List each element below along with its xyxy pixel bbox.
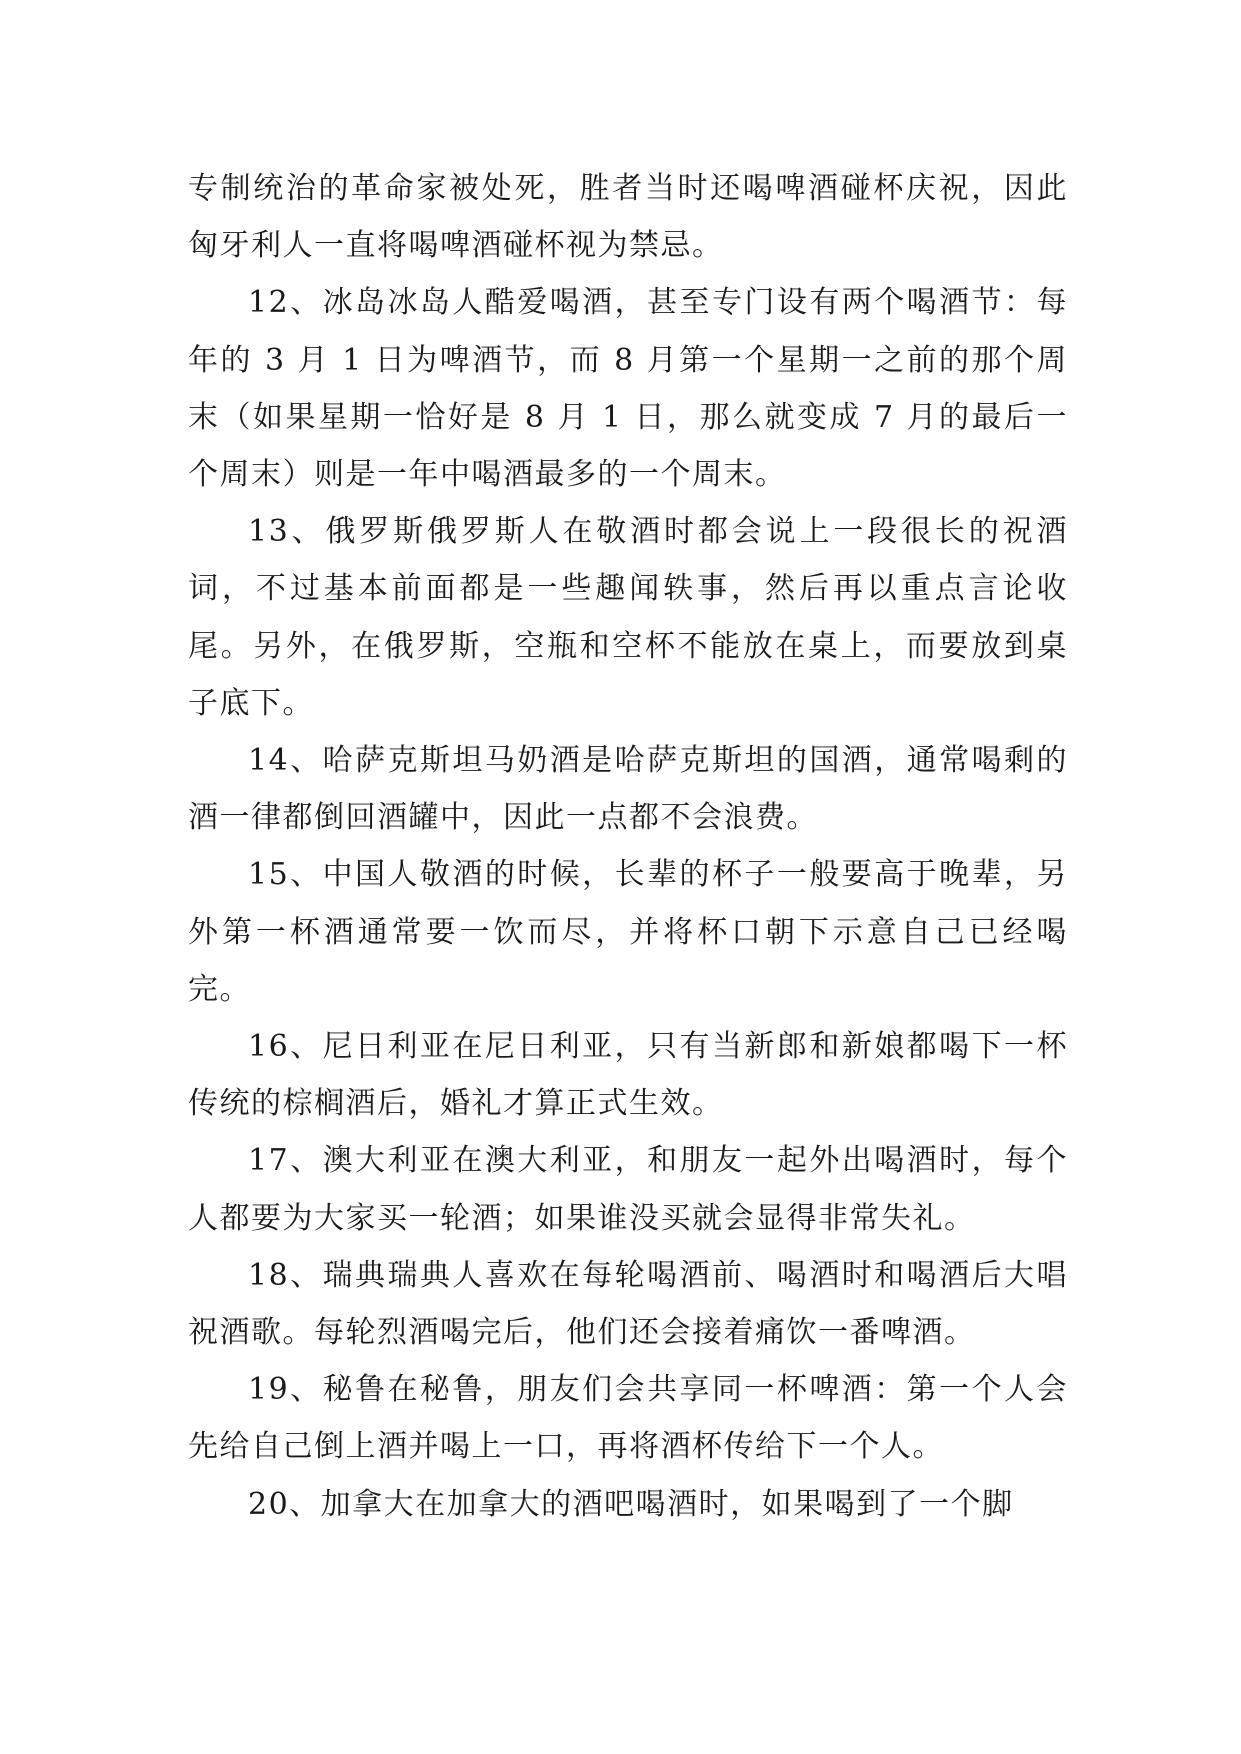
paragraph-item-13: 13、俄罗斯俄罗斯人在敬酒时都会说上一段很长的祝酒词，不过基本前面都是一些趣闻轶事，然后再以重点言论收尾。另外，在俄罗斯，空瓶和空杯不能放在桌上，而要放到桌子底下。 bbox=[188, 514, 1068, 721]
paragraph-continuation: 专制统治的革命家被处死，胜者当时还喝啤酒碰杯庆祝，因此匈牙利人一直将喝啤酒碰杯视为禁忌。 bbox=[188, 171, 1068, 264]
paragraph-item-19: 19、秘鲁在秘鲁，朋友们会共享同一杯啤酒：第一个人会先给自己倒上酒并喝上一口，再将酒杯传给下一个人。 bbox=[188, 1372, 1068, 1465]
document-body bbox=[188, 160, 1068, 1533]
paragraph-item-12: 12、冰岛冰岛人酷爱喝酒，甚至专门设有两个喝酒节：每年的 3 月 1 日为啤酒节，而 8 月第一个星期一之前的那个周末（如果星期一恰好是 8 月 1 日，那么就变成 7 月的最后一个周末）则是一年中喝酒最多的一个周末。 bbox=[188, 285, 1068, 493]
paragraph-item-17: 17、澳大利亚在澳大利亚，和朋友一起外出喝酒时，每个人都要为大家买一轮酒；如果谁没买就会显得非常失礼。 bbox=[188, 1143, 1068, 1236]
paragraph-item-20: 20、加拿大在加拿大的酒吧喝酒时，如果喝到了一个脚 bbox=[248, 1486, 1014, 1522]
paragraph-item-18: 18、瑞典瑞典人喜欢在每轮喝酒前、喝酒时和喝酒后大唱祝酒歌。每轮烈酒喝完后，他们还会接着痛饮一番啤酒。 bbox=[188, 1257, 1068, 1351]
paragraph-item-15: 15、中国人敬酒的时候，长辈的杯子一般要高于晚辈，另外第一杯酒通常要一饮而尽，并将杯口朝下示意自己已经喝完。 bbox=[188, 857, 1068, 1007]
paragraph-item-14: 14、哈萨克斯坦马奶酒是哈萨克斯坦的国酒，通常喝剩的酒一律都倒回酒罐中，因此一点都不会浪费。 bbox=[188, 743, 1068, 836]
paragraph-item-16: 16、尼日利亚在尼日利亚，只有当新郎和新娘都喝下一杯传统的棕榈酒后，婚礼才算正式生效。 bbox=[188, 1029, 1068, 1122]
